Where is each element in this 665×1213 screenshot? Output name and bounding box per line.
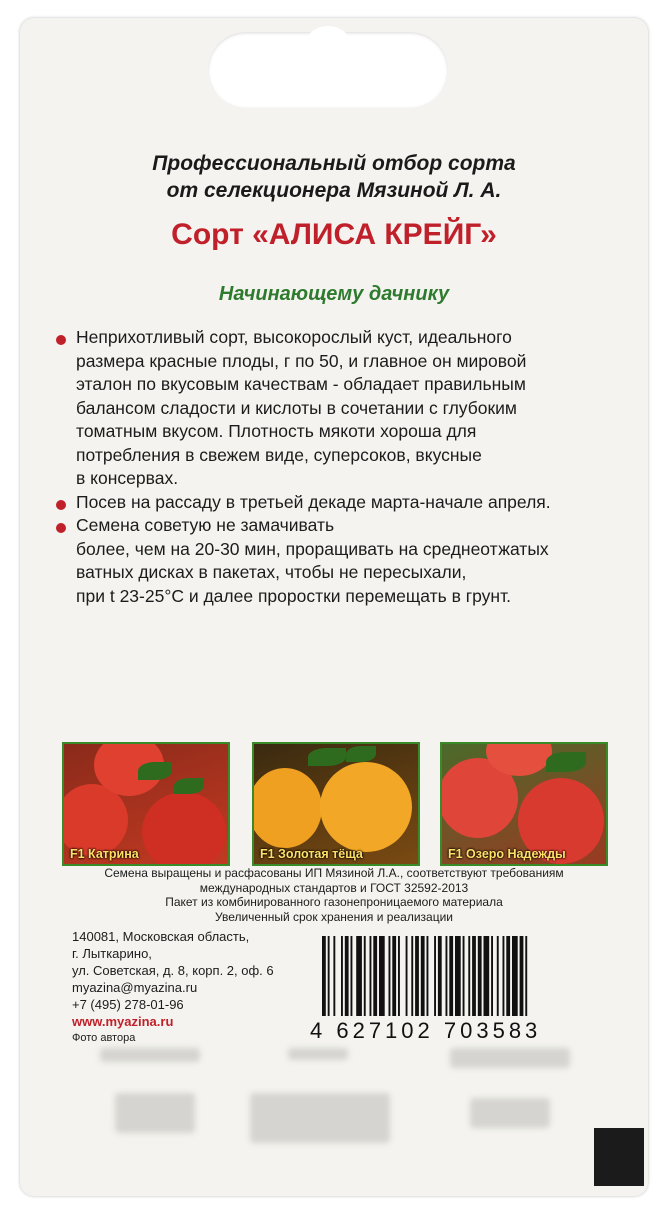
header-line-2: от селекционера Мязиной Л. А. xyxy=(166,179,502,202)
variety-title: Сорт «АЛИСА КРЕЙГ» xyxy=(171,218,497,251)
blurred-text xyxy=(115,1093,195,1133)
bullet-item-description xyxy=(56,326,626,491)
email: myazina@myazina.ru xyxy=(72,980,198,995)
info-line: международных стандартов и ГОСТ 32592-2013 xyxy=(199,880,469,895)
subtitle: Начинающему дачнику xyxy=(218,283,450,305)
phone: +7 (495) 278-01-96 xyxy=(72,997,184,1012)
leaf-icon xyxy=(174,778,204,794)
photo-zolotaya-tyoscha xyxy=(252,742,420,866)
address-line: ул. Советская, д. 8, корп. 2, оф. 6 xyxy=(72,963,274,978)
address-block xyxy=(72,928,332,1047)
leaf-icon xyxy=(346,746,376,762)
bullet-line: томатным вкусом. Плотность мякоти хороша для xyxy=(76,421,477,441)
producer-info xyxy=(20,866,648,924)
photo-katrina xyxy=(62,742,230,866)
blurred-text xyxy=(250,1093,390,1143)
leaf-icon xyxy=(308,748,346,766)
address-line: 140081, Московская область, xyxy=(72,929,250,944)
photo-label: F1 Золотая тёща xyxy=(260,847,363,861)
header-line-1: Профессиональный отбор сорта xyxy=(152,152,516,175)
blurred-text xyxy=(288,1048,348,1060)
blurred-text xyxy=(470,1098,550,1128)
address-line: г. Лыткарино, xyxy=(72,946,152,961)
bullet-line: потребления в свежем виде, суперсоков, вкусные xyxy=(76,444,482,465)
tomato-icon xyxy=(252,768,322,848)
leaf-icon xyxy=(138,762,172,780)
bullet-line: балансом сладости и кислоты в сочетании с глубоким xyxy=(76,397,517,418)
bullet-line: Семена советую не замачивать xyxy=(76,515,335,535)
bullet-line: более, чем на 20-30 мин, проращивать на среднеотжатых xyxy=(76,538,549,559)
bullet-dot-icon xyxy=(56,335,66,345)
bullet-line: ватных дисках в пакетах, чтобы не пересыхали, xyxy=(76,562,467,582)
photo-ozero-nadezhdy xyxy=(440,742,608,866)
corner-mark xyxy=(594,1128,644,1186)
bullet-dot-icon xyxy=(56,500,66,510)
bullet-item-sowing xyxy=(56,491,626,515)
tomato-icon xyxy=(320,762,412,852)
tomato-icon xyxy=(62,784,128,856)
seed-packet xyxy=(20,18,648,1196)
bullet-line: Посев на рассаду в третьей декаде марта-начале апреля. xyxy=(76,491,551,512)
barcode-digits: 4 627102 703583 xyxy=(310,1018,542,1043)
bullet-line: при t 23-25°C и далее проростки перемещать в грунт. xyxy=(76,585,512,606)
tomato-icon xyxy=(142,792,226,866)
blurred-text xyxy=(100,1048,200,1062)
bullet-line: эталон по вкусовым качествам - обладает правильным xyxy=(76,374,526,394)
blurred-text xyxy=(450,1048,570,1068)
info-line: Увеличенный срок хранения и реализации xyxy=(215,909,453,924)
variety-photos xyxy=(62,742,610,866)
photo-label: F1 Катрина xyxy=(70,847,139,861)
bullet-item-germination xyxy=(56,514,626,608)
bullet-dot-icon xyxy=(56,523,66,533)
description-list xyxy=(56,326,626,608)
info-line: Пакет из комбинированного газонепроницаемого материала xyxy=(165,895,503,909)
photo-label: F1 Озеро Надежды xyxy=(448,847,566,861)
info-line: Семена выращены и расфасованы ИП Мязиной Л.А., соответствуют требованиям xyxy=(104,866,564,880)
photo-credit: Фото автора xyxy=(72,1032,136,1044)
bullet-line: Неприхотливый сорт, высокорослый куст, идеального xyxy=(76,327,512,347)
bullet-line: в консервах. xyxy=(76,468,179,488)
bullet-line: размера красные плоды, г по 50, и главное он мировой xyxy=(76,350,527,371)
leaf-icon xyxy=(546,752,586,772)
website: www.myazina.ru xyxy=(72,1014,174,1029)
